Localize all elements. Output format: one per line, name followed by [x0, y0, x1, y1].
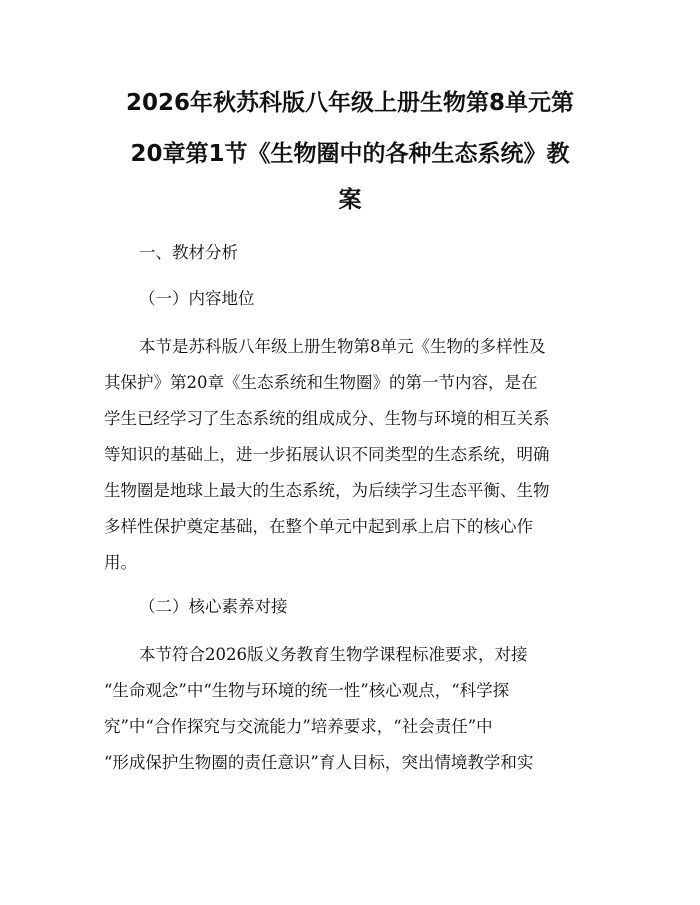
document-title-line-2: 20章第1节《生物圈中的各种生态系统》教: [130, 141, 570, 167]
paragraph-line: 生物圈是地球上最大的生态系统，为后续学习生态平衡、生物: [104, 481, 550, 500]
paragraph-line: 用。: [104, 553, 137, 572]
paragraph-line: 多样性保护奠定基础，在整个单元中起到承上启下的核心作: [104, 517, 533, 536]
section-heading-teaching-material-analysis: 一、教材分析: [139, 243, 238, 262]
paragraph-line: “生命观念”中“生物与环境的统一性”核心观点，“科学探: [104, 681, 510, 700]
paragraph-line: 等知识的基础上，进一步拓展认识不同类型的生态系统，明确: [104, 445, 550, 464]
paragraph-line: 其保护》第20章《生态系统和生物圈》的第一节内容，是在: [104, 373, 538, 392]
paragraph-line: “形成保护生物圈的责任意识”育人目标，突出情境教学和实: [104, 753, 534, 772]
paragraph-line: 本节是苏科版八年级上册生物第8单元《生物的多样性及: [139, 337, 546, 356]
paragraph-line: 学生已经学习了生态系统的组成成分、生物与环境的相互关系: [104, 409, 550, 428]
subsection-heading-core-literacy: （二）核心素养对接: [139, 597, 288, 616]
subsection-heading-content-position: （一）内容地位: [139, 289, 255, 308]
document-title-line-3: 案: [338, 187, 362, 213]
paragraph-line: 本节符合2026版义务教育生物学课程标准要求，对接: [139, 645, 528, 664]
paragraph-line: 究”中“合作探究与交流能力”培养要求，“社会责任”中: [104, 717, 493, 736]
document-title-line-1: 2026年秋苏科版八年级上册生物第8单元第: [125, 90, 575, 116]
